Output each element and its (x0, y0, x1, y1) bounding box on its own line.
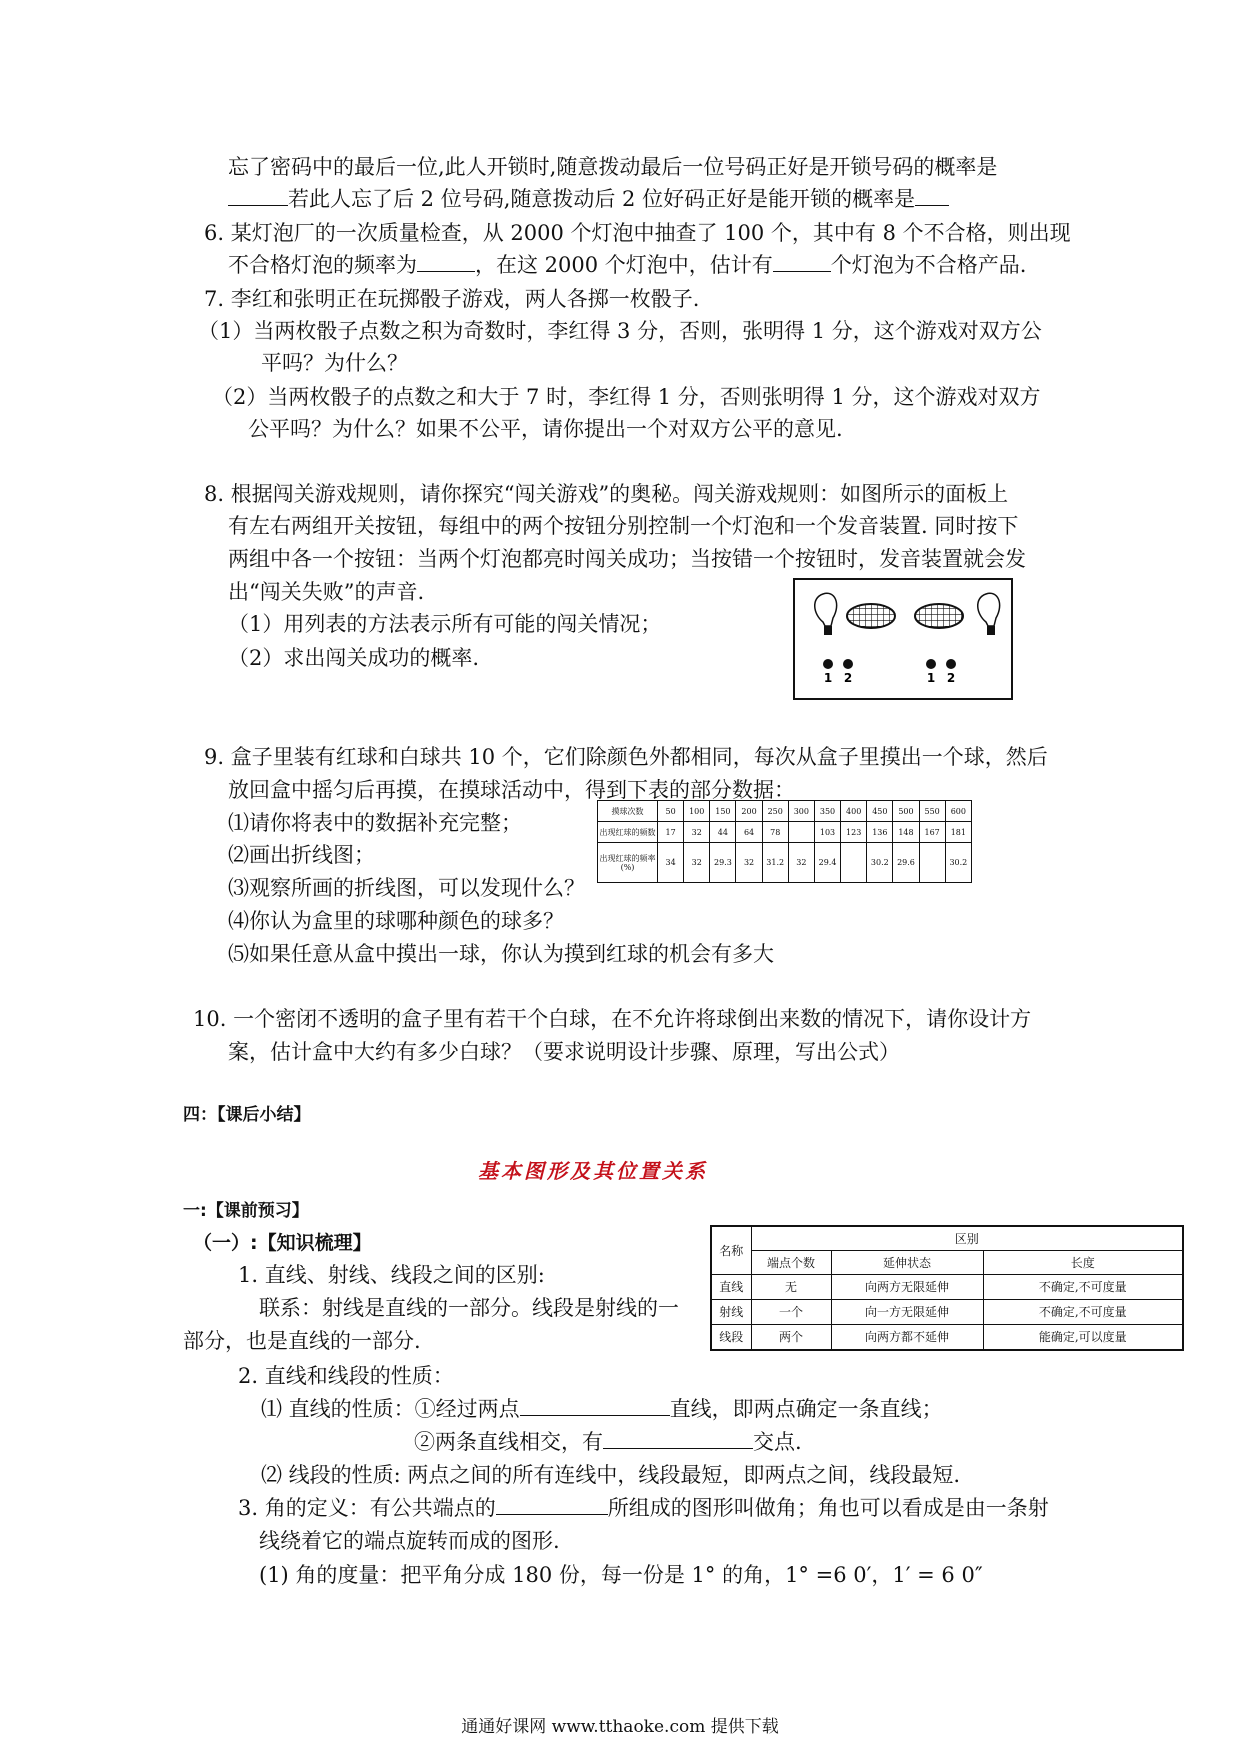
draw-count: 600 (945, 801, 971, 822)
q9-line-5: ⑶观察所画的折线图，可以发现什么？ (228, 876, 585, 900)
switch-button[interactable] (823, 659, 833, 669)
k2-line-2 (261, 1394, 943, 1424)
draw-count: 450 (867, 801, 893, 822)
speaker-grille-icon (915, 604, 963, 628)
red-frequency: 103 (814, 822, 840, 843)
answer-blank[interactable] (496, 1493, 608, 1515)
q10-line-1: 10. 一个密闭不透明的盒子里有若干个白球，在不允许将球倒出来数的情况下，请你设计方 (193, 1007, 1032, 1031)
red-rate: 29.4 (814, 843, 840, 883)
red-frequency: 64 (736, 822, 762, 843)
draw-count: 500 (893, 801, 919, 822)
table-cell: 能确定,可以度量 (983, 1324, 1183, 1350)
red-rate[interactable] (919, 843, 945, 883)
table-row (711, 1324, 1183, 1350)
row-label: 出现红球的频率(%) (598, 843, 658, 883)
red-frequency: 136 (867, 822, 893, 843)
q6-line-1: 6. 某灯泡厂的一次质量检查，从 2000 个灯泡中抽查了 100 个，其中有 8 个不合格，则出现 (204, 221, 1071, 245)
q10-line-2: 案，估计盒中大约有多少白球？（要求说明设计步骤、原理，写出公式） (228, 1040, 900, 1064)
red-rate: 30.2 (867, 843, 893, 883)
table-cell: 不确定,不可度量 (983, 1274, 1183, 1299)
k1-line-2: 联系：射线是直线的一部分。线段是射线的一 (259, 1296, 679, 1320)
q8-line-3: 两组中各一个按钮：当两个灯泡都亮时闯关成功；当按错一个按钮时，发音装置就会发 (228, 547, 1026, 571)
table-row (598, 822, 972, 843)
line-comparison-table (710, 1225, 1184, 1351)
draw-count: 100 (684, 801, 710, 822)
table-cell: 无 (751, 1274, 831, 1299)
table-cell: 一个 (751, 1299, 831, 1324)
preview-heading: 一:【课前预习】 (183, 1201, 309, 1221)
red-rate: 32 (684, 843, 710, 883)
table-cell: 不确定,不可度量 (983, 1299, 1183, 1324)
answer-blank[interactable] (773, 250, 831, 272)
answer-blank[interactable] (520, 1394, 670, 1416)
red-rate: 30.2 (945, 843, 971, 883)
answer-blank[interactable] (228, 184, 288, 206)
draw-count: 200 (736, 801, 762, 822)
red-frequency: 148 (893, 822, 919, 843)
q8-line-1: 8. 根据闯关游戏规则，请你探究“闯关游戏”的奥秘。闯关游戏规则：如图所示的面板上 (204, 482, 1009, 506)
q7-line-3: 平吗？为什么？ (261, 351, 408, 375)
red-frequency: 32 (684, 822, 710, 843)
switch-button[interactable] (926, 659, 936, 669)
q9-line-6: ⑷你认为盒里的球哪种颜色的球多？ (228, 909, 564, 933)
k2-line-4: ⑵ 线段的性质: 两点之间的所有连线中，线段最短，即两点之间，线段最短. (261, 1463, 961, 1487)
switch-button[interactable] (843, 659, 853, 669)
q6-line-2 (228, 250, 1026, 280)
red-rate: 29.6 (893, 843, 919, 883)
k2-line-3 (414, 1427, 802, 1457)
answer-blank[interactable] (915, 184, 949, 206)
q8-line-2: 有左右两组开关按钮，每组中的两个按钮分别控制一个灯泡和一个发音装置. 同时按下 (228, 514, 1019, 538)
q7-line-5: 公平吗？为什么？如果不公平，请你提出一个对双方公平的意见. (248, 417, 843, 441)
q9-line-3: ⑴请你将表中的数据补充完整； (228, 811, 522, 835)
table-header: 名称 (711, 1226, 751, 1274)
q7-line-4: （2）当两枚骰子的点数之和大于 7 时，李红得 1 分，否则张明得 1 分，这个游戏对双方 (212, 385, 1041, 409)
table-cell: 两个 (751, 1324, 831, 1350)
k3-text-a: 3. 角的定义：有公共端点的 (238, 1496, 496, 1520)
q7-line-1: 7. 李红和张明正在玩掷骰子游戏，两人各掷一枚骰子. (204, 287, 700, 311)
button-label: 2 (946, 671, 956, 685)
row-label: 摸球次数 (598, 801, 658, 822)
red-frequency: 123 (841, 822, 867, 843)
draw-count: 300 (788, 801, 814, 822)
red-frequency: 78 (762, 822, 788, 843)
q7-line-2: （1）当两枚骰子点数之积为奇数时，李红得 3 分，否则，张明得 1 分，这个游戏对双方公 (198, 319, 1042, 343)
red-rate: 29.3 (710, 843, 736, 883)
table-cell: 射线 (711, 1299, 751, 1324)
answer-blank[interactable] (417, 250, 475, 272)
q5-line-2-text: 若此人忘了后 2 位号码,随意拨动后 2 位好码正好是能开锁的概率是 (288, 187, 916, 211)
speaker-grille-icon (847, 604, 895, 628)
answer-blank[interactable] (603, 1427, 753, 1449)
red-rate: 32 (788, 843, 814, 883)
table-row (598, 843, 972, 883)
table-header: 端点个数 (751, 1250, 831, 1274)
summary-heading: 四：【课后小结】 (183, 1105, 311, 1125)
k2-text-d: 交点. (753, 1430, 802, 1454)
button-label: 1 (823, 671, 833, 685)
q5-line-2 (228, 184, 949, 214)
draw-count: 350 (814, 801, 840, 822)
draw-count: 250 (762, 801, 788, 822)
q6-text-c: 个灯泡为不合格产品. (830, 253, 1027, 277)
red-rate: 32 (736, 843, 762, 883)
q6-text-b: ，在这 2000 个灯泡中，估计有 (475, 253, 773, 277)
table-row (711, 1299, 1183, 1324)
button-label: 1 (926, 671, 936, 685)
red-frequency: 181 (945, 822, 971, 843)
table-header: 延伸状态 (831, 1250, 983, 1274)
q9-line-7: ⑸如果任意从盒中摸出一球，你认为摸到红球的机会有多大 (228, 942, 774, 966)
table-cell: 直线 (711, 1274, 751, 1299)
red-frequency: 167 (919, 822, 945, 843)
switch-button[interactable] (946, 659, 956, 669)
red-rate: 31.2 (762, 843, 788, 883)
draw-count: 550 (919, 801, 945, 822)
q9-line-4: ⑵画出折线图； (228, 843, 375, 867)
draw-count: 150 (710, 801, 736, 822)
knowledge-heading: （一）:【知识梳理】 (193, 1232, 372, 1254)
q6-text-a: 不合格灯泡的频率为 (228, 253, 417, 277)
q8-line-4: 出“闯关失败”的声音. (228, 580, 425, 604)
table-row (598, 801, 972, 822)
k3-line-2: 线绕着它的端点旋转而成的图形. (259, 1529, 560, 1553)
draw-count: 50 (658, 801, 684, 822)
table-row (711, 1226, 1183, 1250)
ball-draw-table (597, 800, 972, 883)
red-rate: 34 (658, 843, 684, 883)
k1-line-1: 1. 直线、射线、线段之间的区别: (238, 1263, 545, 1287)
k2-text-b: 直线，即两点确定一条直线； (669, 1397, 943, 1421)
draw-count: 400 (841, 801, 867, 822)
table-header: 长度 (983, 1250, 1183, 1274)
page-footer: 通通好课网 www.tthaoke.com 提供下载 (461, 1717, 779, 1737)
red-rate[interactable] (841, 843, 867, 883)
k3-line-1 (238, 1493, 1049, 1523)
table-cell: 线段 (711, 1324, 751, 1350)
k1-line-3: 部分，也是直线的一部分. (183, 1329, 421, 1353)
k3-line-3: (1) 角的度量：把平角分成 180 份，每一份是 1° 的角，1° =6 0′，1′ = 6 0″ (259, 1563, 983, 1587)
row-label: 出现红球的频数 (598, 822, 658, 843)
table-row (711, 1250, 1183, 1274)
q5-line-1: 忘了密码中的最后一位,此人开锁时,随意拨动最后一位号码正好是开锁号码的概率是 (228, 155, 998, 179)
light-panel-figure (793, 578, 1013, 700)
table-cell: 向一方无限延伸 (831, 1299, 983, 1324)
q8-line-6: （2）求出闯关成功的概率. (228, 646, 480, 670)
button-label: 2 (843, 671, 853, 685)
red-frequency: 44 (710, 822, 736, 843)
table-header: 区别 (751, 1226, 1183, 1250)
section-title: 基本图形及其位置关系 (478, 1159, 708, 1183)
q9-line-2: 放回盒中摇匀后再摸，在摸球活动中，得到下表的部分数据： (228, 778, 795, 802)
k2-line-1: 2. 直线和线段的性质： (238, 1364, 454, 1388)
table-cell: 向两方都不延伸 (831, 1324, 983, 1350)
table-cell: 向两方无限延伸 (831, 1274, 983, 1299)
q8-line-5: （1）用列表的方法表示所有可能的闯关情况； (228, 612, 662, 636)
k3-text-b: 所组成的图形叫做角；角也可以看成是由一条射 (607, 1496, 1049, 1520)
red-frequency: 17 (658, 822, 684, 843)
table-row (711, 1274, 1183, 1299)
red-frequency[interactable] (788, 822, 814, 843)
k2-text-a: ⑴ 直线的性质：①经过两点 (261, 1397, 520, 1421)
k2-text-c: ②两条直线相交，有 (414, 1430, 603, 1454)
q9-line-1: 9. 盒子里装有红球和白球共 10 个，它们除颜色外都相同，每次从盒子里摸出一个球，然后 (204, 745, 1048, 769)
